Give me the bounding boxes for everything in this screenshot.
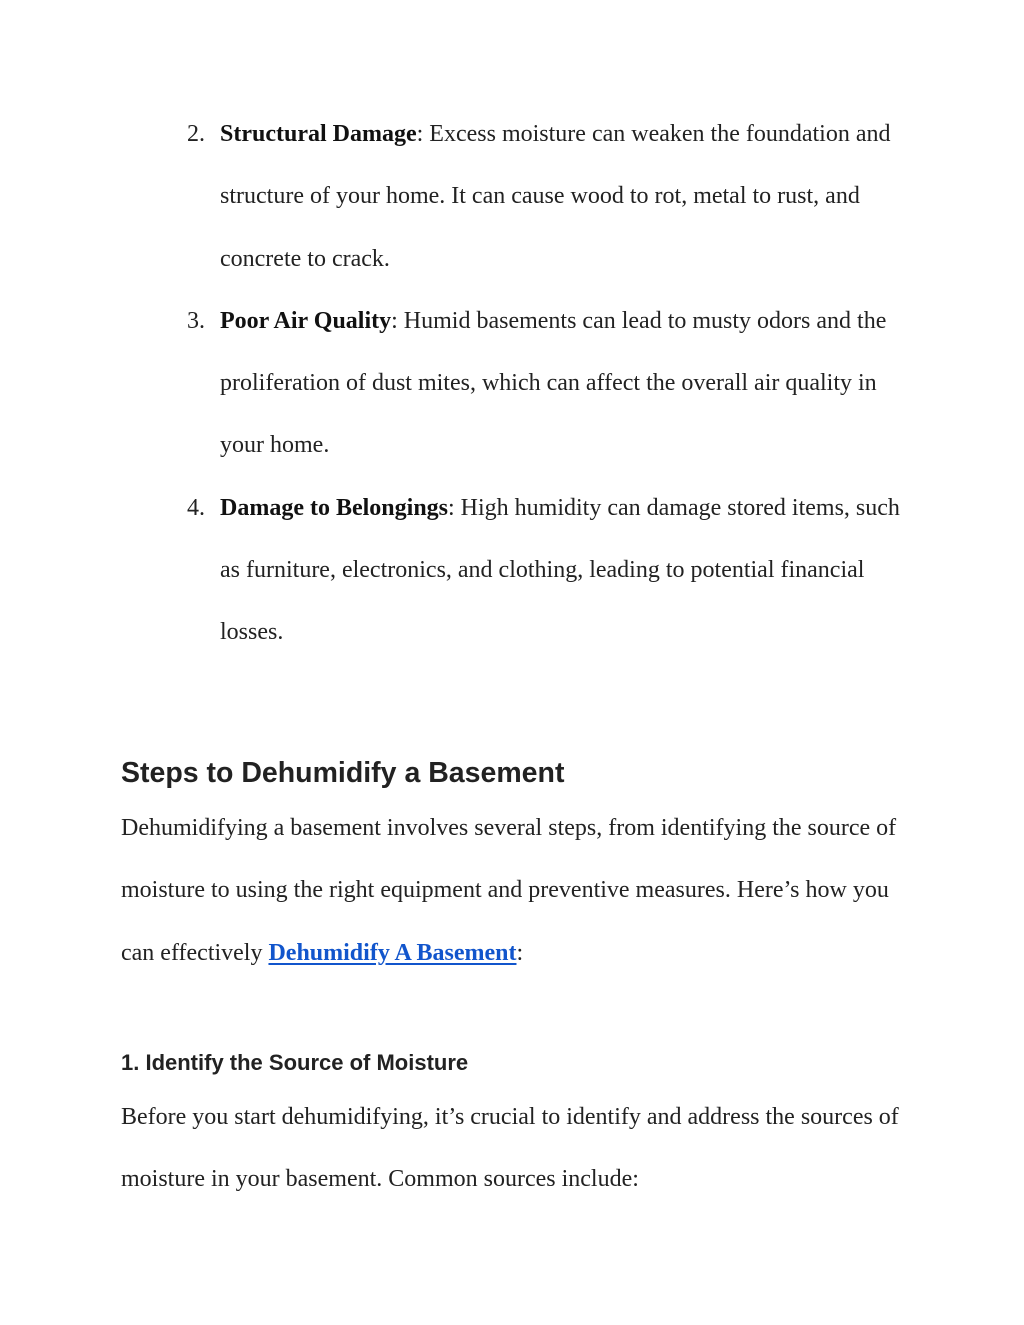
intro-text: Dehumidifying a basement involves several steps, from identifying the source of moisture to using the right equipment and preventive measures. Here’s how you can effectively xyxy=(121,815,897,966)
list-item xyxy=(0,290,905,477)
subsection-heading: 1. Identify the Source of Moisture xyxy=(121,1050,469,1075)
humidity-issues-list xyxy=(0,103,1024,664)
list-item-term: Poor Air Quality xyxy=(220,307,392,334)
section-heading: Steps to Dehumidify a Basement xyxy=(121,757,565,789)
section-intro-paragraph xyxy=(121,797,911,984)
dehumidify-basement-link[interactable]: Dehumidify A Basement xyxy=(268,939,517,966)
list-item-number: 4. xyxy=(187,494,205,521)
list-item-number: 2. xyxy=(187,121,205,147)
subsection-paragraph: Before you start dehumidifying, it’s crucial to identify and address the sources of moisture in your basement. Common sources include: xyxy=(121,1104,899,1193)
list-item-text: : Excess moisture can weaken the foundation and structure of your home. It can cause wood to rot, metal to rust, and concrete to crack. xyxy=(220,121,891,272)
intro-text-end: : xyxy=(516,939,524,966)
list-item-number: 3. xyxy=(187,307,205,334)
list-item xyxy=(0,103,905,290)
list-item-term: Structural Damage xyxy=(220,121,417,147)
list-item-text: : Humid basements can lead to musty odors and the proliferation of dust mites, which can affect the overall air quality in your home. xyxy=(220,307,887,459)
list-item-text: : High humidity can damage stored items, such as furniture, electronics, and clothing, leading to potential financial losses. xyxy=(220,494,900,646)
list-item-term: Damage to Belongings xyxy=(220,494,448,521)
list-item xyxy=(0,477,905,664)
